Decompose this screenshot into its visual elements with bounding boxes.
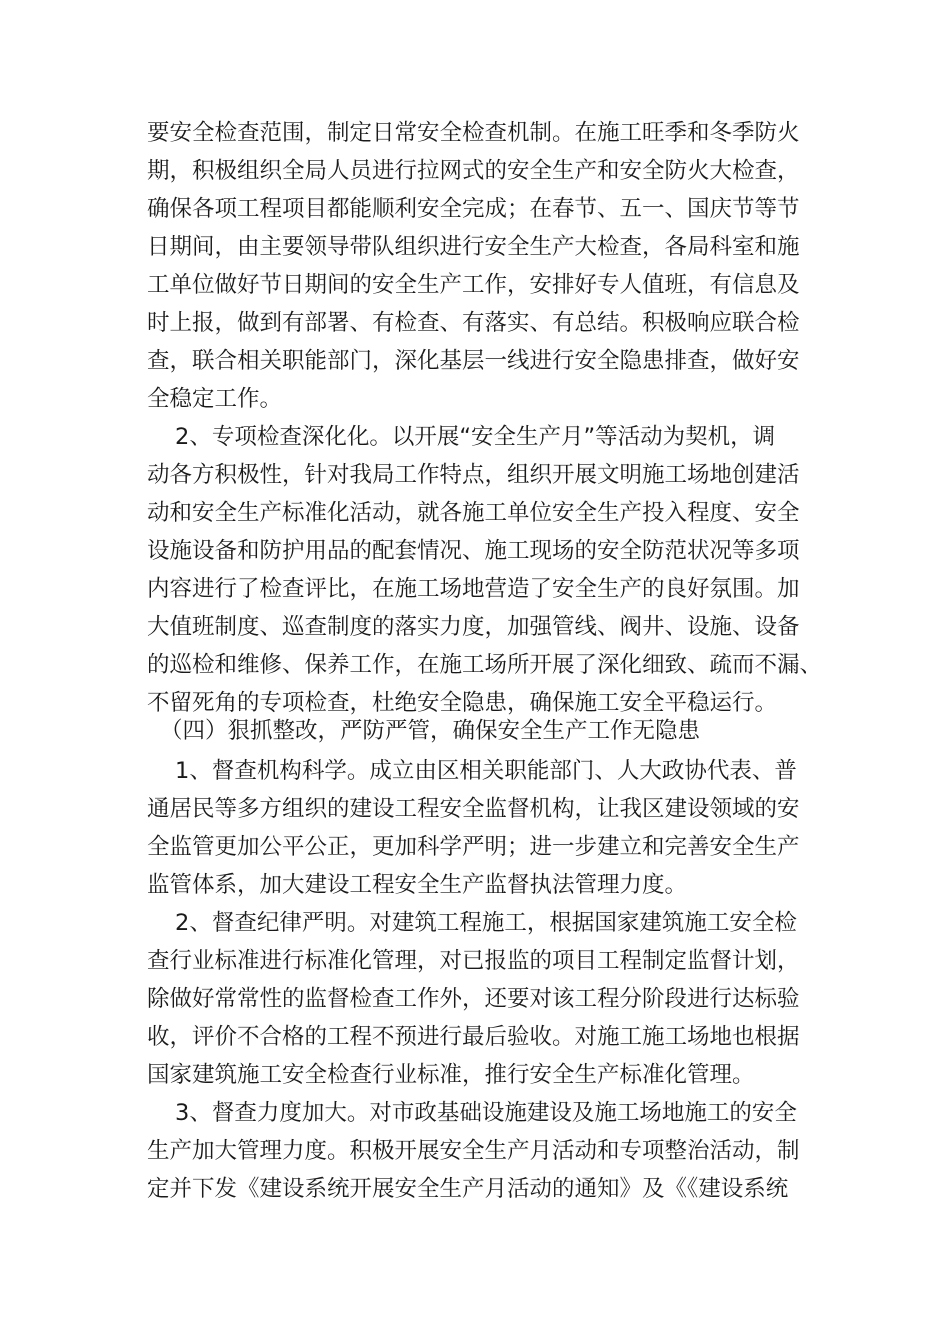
text-line: 除做好常常性的监督检查工作外，还要对该工程分阶段进行达标验	[147, 986, 800, 1012]
text-line: 确保各项工程项目都能顺利安全完成；在春节、五一、国庆节等节	[147, 196, 800, 222]
text-line: 要安全检查范围，制定日常安全检查机制。在施工旺季和冬季防火	[147, 120, 800, 146]
text-line: 期，积极组织全局人员进行拉网式的安全生产和安全防火大检查，	[147, 158, 800, 184]
section-heading: （四）狠抓整改，严防严管，确保安全生产工作无隐患	[160, 718, 701, 744]
text-line: 时上报，做到有部署、有检查、有落实、有总结。积极响应联合检	[147, 310, 800, 336]
text-line: 国家建筑施工安全检查行业标准，推行安全生产标准化管理。	[147, 1062, 755, 1088]
text-line: 内容进行了检查评比，在施工场地营造了安全生产的良好氛围。加	[147, 576, 800, 602]
text-line: 查，联合相关职能部门，深化基层一线进行安全隐患排查，做好安	[147, 348, 800, 374]
paragraph-start-line: 1、督查机构科学。成立由区相关职能部门、人大政协代表、普	[175, 758, 797, 784]
text-line: 动各方积极性，针对我局工作特点，组织开展文明施工场地创建活	[147, 462, 800, 488]
text-line: 通居民等多方组织的建设工程安全监督机构，让我区建设领域的安	[147, 796, 800, 822]
text-line: 动和安全生产标准化活动，就各施工单位安全生产投入程度、安全	[147, 500, 800, 526]
paragraph-start-line: 2、督查纪律严明。对建筑工程施工，根据国家建筑施工安全检	[175, 910, 797, 936]
paragraph-start-line: 3、督查力度加大。对市政基础设施建设及施工场地施工的安全	[175, 1100, 797, 1126]
text-line: 生产加大管理力度。积极开展安全生产月活动和专项整治活动，制	[147, 1138, 800, 1164]
text-line: 不留死角的专项检查，杜绝安全隐患，确保施工安全平稳运行。	[147, 690, 778, 716]
text-line: 工单位做好节日期间的安全生产工作，安排好专人值班，有信息及	[147, 272, 800, 298]
text-line: 收，评价不合格的工程不预进行最后验收。对施工施工场地也根据	[147, 1024, 800, 1050]
text-line: 设施设备和防护用品的配套情况、施工现场的安全防范状况等多项	[147, 538, 800, 564]
paragraph-start-line: 2、专项检查深化化。以开展“安全生产月”等活动为契机，调	[175, 424, 776, 450]
text-line: 查行业标准进行标准化管理，对已报监的项目工程制定监督计划，	[147, 948, 800, 974]
text-line: 日期间，由主要领导带队组织进行安全生产大检查，各局科室和施	[147, 234, 800, 260]
text-line: 的巡检和维修、保养工作，在施工场所开展了深化细致、疏而不漏、	[147, 652, 823, 678]
text-line: 大值班制度、巡查制度的落实力度，加强管线、阀井、设施、设备	[147, 614, 800, 640]
text-line: 全监管更加公平公正，更加科学严明；进一步建立和完善安全生产	[147, 834, 800, 860]
text-line: 全稳定工作。	[147, 386, 283, 412]
text-line: 监管体系，加大建设工程安全生产监督执法管理力度。	[147, 872, 688, 898]
text-line: 定并下发《建设系统开展安全生产月活动的通知》及《《建设系统	[147, 1176, 789, 1202]
